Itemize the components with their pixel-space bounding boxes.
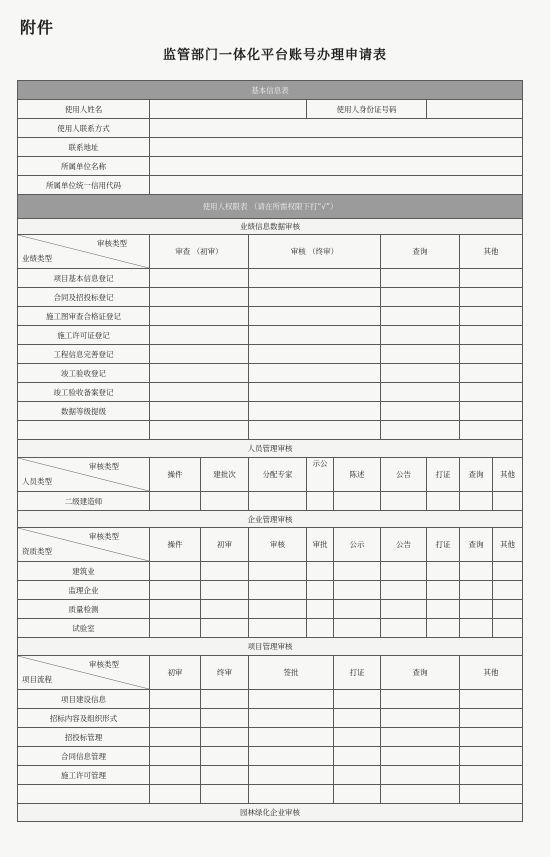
perf-row-label: 施工图审查合格证登记	[18, 307, 150, 326]
person-col-header: 其他	[493, 458, 523, 492]
checkbox-cell[interactable]	[460, 402, 523, 421]
ent-col-header: 审核	[249, 528, 307, 562]
checkbox-cell[interactable]	[150, 766, 201, 785]
checkbox-cell[interactable]	[381, 383, 460, 402]
checkbox-cell[interactable]	[150, 492, 201, 511]
checkbox-cell[interactable]	[249, 364, 381, 383]
checkbox-cell[interactable]	[460, 747, 523, 766]
checkbox-cell[interactable]	[249, 600, 307, 619]
person-col-header: 公告	[381, 458, 427, 492]
checkbox-cell[interactable]	[150, 709, 201, 728]
checkbox-cell[interactable]	[460, 766, 523, 785]
checkbox-cell[interactable]	[427, 562, 460, 581]
checkbox-cell[interactable]	[201, 766, 249, 785]
ent-col-header: 查询	[460, 528, 493, 562]
checkbox-cell[interactable]	[201, 562, 249, 581]
checkbox-cell[interactable]	[381, 785, 460, 804]
checkbox-cell[interactable]	[381, 690, 460, 709]
checkbox-cell[interactable]	[427, 619, 460, 638]
checkbox-cell[interactable]	[381, 421, 460, 440]
ent-corner-header	[18, 528, 150, 562]
ent-row-label: 质量检测	[18, 600, 150, 619]
checkbox-cell[interactable]	[249, 766, 334, 785]
checkbox-cell[interactable]	[249, 709, 334, 728]
checkbox-cell[interactable]	[381, 492, 427, 511]
checkbox-cell[interactable]	[381, 709, 460, 728]
perf-col-header: 审查 （初审）	[150, 235, 249, 269]
person-corner-header	[18, 458, 150, 492]
checkbox-cell[interactable]	[460, 383, 523, 402]
perf-row-label	[18, 421, 150, 440]
checkbox-cell[interactable]	[307, 581, 334, 600]
ent-col-header: 其他	[493, 528, 523, 562]
name-label: 使用人姓名	[18, 100, 150, 119]
checkbox-cell[interactable]	[249, 728, 334, 747]
ent-row-label: 试验室	[18, 619, 150, 638]
perf-corner-bottom: 业绩类型	[22, 254, 52, 263]
checkbox-cell[interactable]	[381, 562, 427, 581]
checkbox-cell[interactable]	[334, 785, 381, 804]
checkbox-cell[interactable]	[249, 269, 381, 288]
perf-section-title: 业绩信息数据审核	[18, 219, 523, 235]
checkbox-cell[interactable]	[381, 288, 460, 307]
perf-row-label: 合同及招投标登记	[18, 288, 150, 307]
checkbox-cell[interactable]	[381, 747, 460, 766]
checkbox-cell[interactable]	[150, 345, 249, 364]
checkbox-cell[interactable]	[150, 421, 249, 440]
checkbox-cell[interactable]	[201, 728, 249, 747]
checkbox-cell[interactable]	[493, 562, 523, 581]
checkbox-cell[interactable]	[150, 581, 201, 600]
person-col-header: 示公	[307, 458, 334, 492]
credit-code-value-cell[interactable]	[150, 176, 523, 195]
checkbox-cell[interactable]	[381, 307, 460, 326]
perf-row-label: 施工许可证登记	[18, 326, 150, 345]
checkbox-cell[interactable]	[460, 728, 523, 747]
checkbox-cell[interactable]	[460, 421, 523, 440]
perf-row-label: 项目基本信息登记	[18, 269, 150, 288]
perf-corner-header	[18, 235, 150, 269]
checkbox-cell[interactable]	[150, 326, 249, 345]
person-row-label: 二级建造师	[18, 492, 150, 511]
basic-info-header: 基本信息表	[18, 81, 523, 100]
checkbox-cell[interactable]	[334, 600, 381, 619]
ent-col-header: 打证	[427, 528, 460, 562]
checkbox-cell[interactable]	[460, 307, 523, 326]
ent-col-header: 公示	[334, 528, 381, 562]
id-number-value-cell[interactable]	[427, 100, 523, 119]
ent-col-header: 公告	[381, 528, 427, 562]
checkbox-cell[interactable]	[460, 364, 523, 383]
checkbox-cell[interactable]	[334, 690, 381, 709]
person-col-header: 打证	[427, 458, 460, 492]
checkbox-cell[interactable]	[381, 269, 460, 288]
checkbox-cell[interactable]	[334, 728, 381, 747]
perf-row-label: 竣工验收备案登记	[18, 383, 150, 402]
perf-row-label: 数据等级提级	[18, 402, 150, 421]
checkbox-cell[interactable]	[307, 492, 334, 511]
checkbox-cell[interactable]	[381, 345, 460, 364]
name-value-cell[interactable]	[150, 100, 307, 119]
perf-col-header: 其他	[460, 235, 523, 269]
proj-row-label: 招投标管理	[18, 728, 150, 747]
checkbox-cell[interactable]	[381, 728, 460, 747]
checkbox-cell[interactable]	[201, 619, 249, 638]
proj-row-label	[18, 785, 150, 804]
person-corner-bottom: 人员类型	[22, 477, 52, 486]
address-label: 联系地址	[18, 138, 150, 157]
checkbox-cell[interactable]	[334, 581, 381, 600]
garden-section-title: 园林绿化企业审核	[18, 804, 523, 822]
checkbox-cell[interactable]	[307, 619, 334, 638]
perf-col-header: 审核 （终审）	[249, 235, 381, 269]
proj-col-header: 其他	[460, 656, 523, 690]
id-number-label: 使用人身份证号码	[307, 100, 427, 119]
proj-col-header: 签批	[249, 656, 334, 690]
checkbox-cell[interactable]	[460, 288, 523, 307]
checkbox-cell[interactable]	[460, 690, 523, 709]
contact-label: 使用人联系方式	[18, 119, 150, 138]
checkbox-cell[interactable]	[249, 326, 381, 345]
checkbox-cell[interactable]	[150, 307, 249, 326]
credit-code-label: 所属单位统一信用代码	[18, 176, 150, 195]
checkbox-cell[interactable]	[460, 492, 493, 511]
checkbox-cell[interactable]	[150, 600, 201, 619]
checkbox-cell[interactable]	[493, 600, 523, 619]
contact-value-cell[interactable]	[150, 119, 523, 138]
checkbox-cell[interactable]	[381, 402, 460, 421]
checkbox-cell[interactable]	[334, 619, 381, 638]
checkbox-cell[interactable]	[460, 709, 523, 728]
checkbox-cell[interactable]	[201, 747, 249, 766]
checkbox-cell[interactable]	[460, 785, 523, 804]
proj-col-header: 查询	[381, 656, 460, 690]
proj-col-header: 打证	[334, 656, 381, 690]
checkbox-cell[interactable]	[460, 562, 493, 581]
checkbox-cell[interactable]	[150, 288, 249, 307]
proj-row-label: 合同信息管理	[18, 747, 150, 766]
checkbox-cell[interactable]	[150, 364, 249, 383]
checkbox-cell[interactable]	[427, 492, 460, 511]
attachment-label: 附件	[20, 18, 55, 37]
permission-header: 使用人权限表 （请在所需权限下打“√”）	[18, 195, 523, 219]
checkbox-cell[interactable]	[150, 402, 249, 421]
checkbox-cell[interactable]	[249, 785, 334, 804]
checkbox-cell[interactable]	[201, 690, 249, 709]
checkbox-cell[interactable]	[307, 600, 334, 619]
ent-row-label: 建筑业	[18, 562, 150, 581]
person-col-header: 建批次	[201, 458, 249, 492]
ent-corner-top: 审核类型	[89, 532, 119, 541]
ent-col-header: 审批	[307, 528, 334, 562]
checkbox-cell[interactable]	[249, 619, 307, 638]
checkbox-cell[interactable]	[460, 581, 493, 600]
proj-section-title: 项目管理审核	[18, 638, 523, 656]
checkbox-cell[interactable]	[150, 785, 201, 804]
application-form-table	[17, 80, 523, 822]
checkbox-cell[interactable]	[493, 619, 523, 638]
page-title: 监管部门一体化平台账号办理申请表	[162, 48, 387, 63]
ent-col-header: 操件	[150, 528, 201, 562]
perf-row-label: 工程信息完善登记	[18, 345, 150, 364]
checkbox-cell[interactable]	[249, 747, 334, 766]
perf-col-header: 查询	[381, 235, 460, 269]
checkbox-cell[interactable]	[307, 562, 334, 581]
proj-col-header: 初审	[150, 656, 201, 690]
checkbox-cell[interactable]	[249, 562, 307, 581]
checkbox-cell[interactable]	[381, 766, 460, 785]
perf-corner-top: 审核类型	[97, 239, 127, 248]
checkbox-cell[interactable]	[381, 600, 427, 619]
checkbox-cell[interactable]	[460, 619, 493, 638]
checkbox-cell[interactable]	[150, 383, 249, 402]
checkbox-cell[interactable]	[460, 600, 493, 619]
proj-corner-bottom: 项目流程	[22, 675, 52, 684]
checkbox-cell[interactable]	[334, 562, 381, 581]
checkbox-cell[interactable]	[249, 383, 381, 402]
person-section-title: 人员管理审核	[18, 440, 523, 458]
checkbox-cell[interactable]	[334, 709, 381, 728]
checkbox-cell[interactable]	[493, 581, 523, 600]
checkbox-cell[interactable]	[249, 288, 381, 307]
address-value-cell[interactable]	[150, 138, 523, 157]
ent-section-title: 企业管理审核	[18, 511, 523, 528]
checkbox-cell[interactable]	[381, 326, 460, 345]
checkbox-cell[interactable]	[150, 562, 201, 581]
checkbox-cell[interactable]	[249, 345, 381, 364]
checkbox-cell[interactable]	[150, 619, 201, 638]
proj-row-label: 招标内容及组织形式	[18, 709, 150, 728]
ent-row-label: 监理企业	[18, 581, 150, 600]
proj-col-header: 终审	[201, 656, 249, 690]
checkbox-cell[interactable]	[381, 619, 427, 638]
checkbox-cell[interactable]	[381, 364, 460, 383]
ent-corner-bottom: 资质类型	[22, 547, 52, 556]
proj-row-label: 项目建设信息	[18, 690, 150, 709]
checkbox-cell[interactable]	[427, 581, 460, 600]
checkbox-cell[interactable]	[334, 747, 381, 766]
checkbox-cell[interactable]	[249, 492, 307, 511]
checkbox-cell[interactable]	[334, 492, 381, 511]
proj-corner-top: 审核类型	[89, 660, 119, 669]
checkbox-cell[interactable]	[381, 581, 427, 600]
checkbox-cell[interactable]	[201, 492, 249, 511]
checkbox-cell[interactable]	[249, 421, 381, 440]
checkbox-cell[interactable]	[460, 326, 523, 345]
checkbox-cell[interactable]	[150, 728, 201, 747]
person-col-header: 陈述	[334, 458, 381, 492]
checkbox-cell[interactable]	[201, 785, 249, 804]
person-col-header: 分配专家	[249, 458, 307, 492]
checkbox-cell[interactable]	[249, 690, 334, 709]
checkbox-cell[interactable]	[201, 600, 249, 619]
checkbox-cell[interactable]	[150, 269, 249, 288]
checkbox-cell[interactable]	[460, 345, 523, 364]
checkbox-cell[interactable]	[493, 492, 523, 511]
person-corner-top: 审核类型	[89, 462, 119, 471]
perf-row-label: 竣工验收登记	[18, 364, 150, 383]
checkbox-cell[interactable]	[334, 766, 381, 785]
person-col-header: 查询	[460, 458, 493, 492]
checkbox-cell[interactable]	[249, 402, 381, 421]
checkbox-cell[interactable]	[150, 690, 201, 709]
unit-name-label: 所属单位名称	[18, 157, 150, 176]
proj-corner-header	[18, 656, 150, 690]
checkbox-cell[interactable]	[249, 307, 381, 326]
unit-name-value-cell[interactable]	[150, 157, 523, 176]
checkbox-cell[interactable]	[427, 600, 460, 619]
proj-row-label: 施工许可管理	[18, 766, 150, 785]
checkbox-cell[interactable]	[460, 269, 523, 288]
person-col-header: 操件	[150, 458, 201, 492]
ent-col-header: 初审	[201, 528, 249, 562]
checkbox-cell[interactable]	[150, 747, 201, 766]
checkbox-cell[interactable]	[201, 581, 249, 600]
checkbox-cell[interactable]	[249, 581, 307, 600]
checkbox-cell[interactable]	[201, 709, 249, 728]
